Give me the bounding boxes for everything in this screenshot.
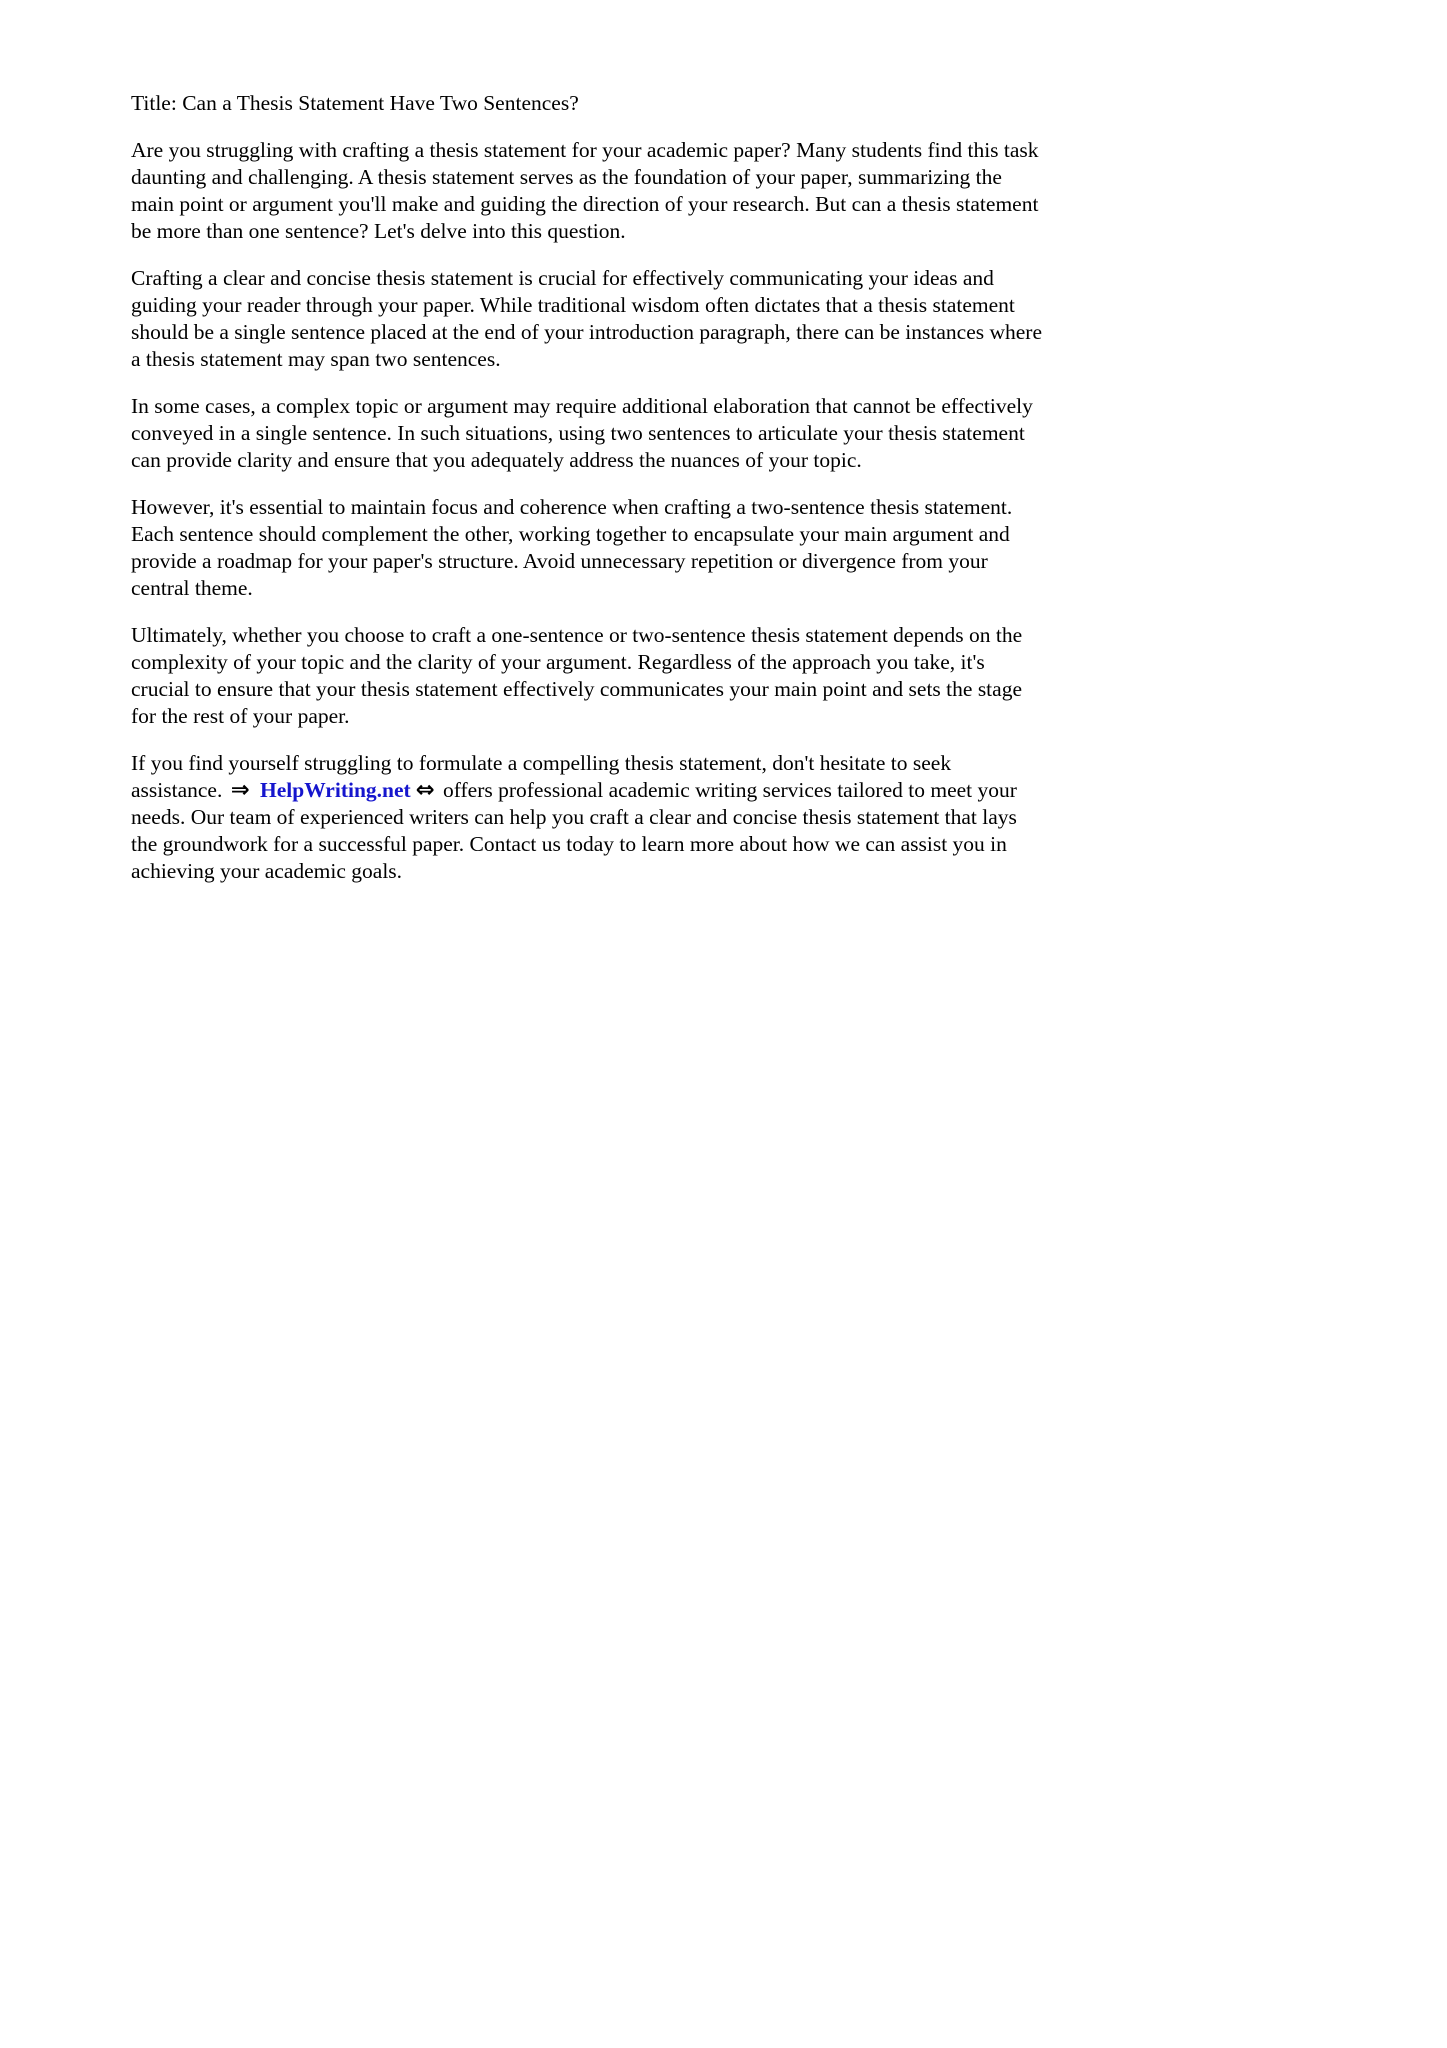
paragraph-focus-coherence: However, it's essential to maintain focus and coherence when crafting a two-sentence thesis statement. Each sentence should complement the other, working together to encapsulate your main argument and provide a roadmap for your paper's structure. Avoid unnecessary repetition or divergence from your central theme. <box>131 495 1013 600</box>
closing-text-after-link: offers professional academic writing services tailored to meet your needs. Our team of experienced writers can help you craft a clear and concise thesis statement that lays the groundwork for a successful paper. Contact us today to learn more about how we can assist you in achieving your academic goals. <box>131 778 1017 883</box>
double-left-right-arrow-icon: ⇔ <box>415 777 435 803</box>
paragraph-intro: Are you struggling with crafting a thesis statement for your academic paper? Many students find this task daunting and challenging. A thesis statement serves as the foundation of your paper, summarizing the main point or argument you'll make and guiding the direction of your research. But can a thesis statement be more than one sentence? Let's delve into this question. <box>131 138 1039 243</box>
paragraph-crafting: Crafting a clear and concise thesis statement is crucial for effectively communicating your ideas and guiding your reader through your paper. While traditional wisdom often dictates that a thesis statement should be a single sentence placed at the end of your introduction paragraph, there can be instances where a thesis statement may span two sentences. <box>131 266 1043 371</box>
paragraph-ultimately: Ultimately, whether you choose to craft a one-sentence or two-sentence thesis statement depends on the complexity of your topic and the clarity of your argument. Regardless of the approach you take, it's crucial to ensure that your thesis statement effectively communicates your main point and sets the stage for the rest of your paper. <box>131 623 1023 728</box>
document-title: Title: Can a Thesis Statement Have Two Sentences? <box>131 91 579 115</box>
helpwriting-link[interactable]: HelpWriting.net <box>260 778 411 802</box>
closing-paragraph <box>131 750 1043 885</box>
paragraph-complex-topic: In some cases, a complex topic or argument may require additional elaboration that cannot be effectively conveyed in a single sentence. In such situations, using two sentences to articulate your thesis statement can provide clarity and ensure that you adequately address the nuances of your topic. <box>131 394 1033 472</box>
document-content <box>131 90 1043 885</box>
closing-text-before-link: If you find yourself struggling to formulate a compelling thesis statement, don't hesitate to seek assistance. <box>131 751 952 802</box>
double-right-arrow-icon: ⇒ <box>230 777 250 803</box>
